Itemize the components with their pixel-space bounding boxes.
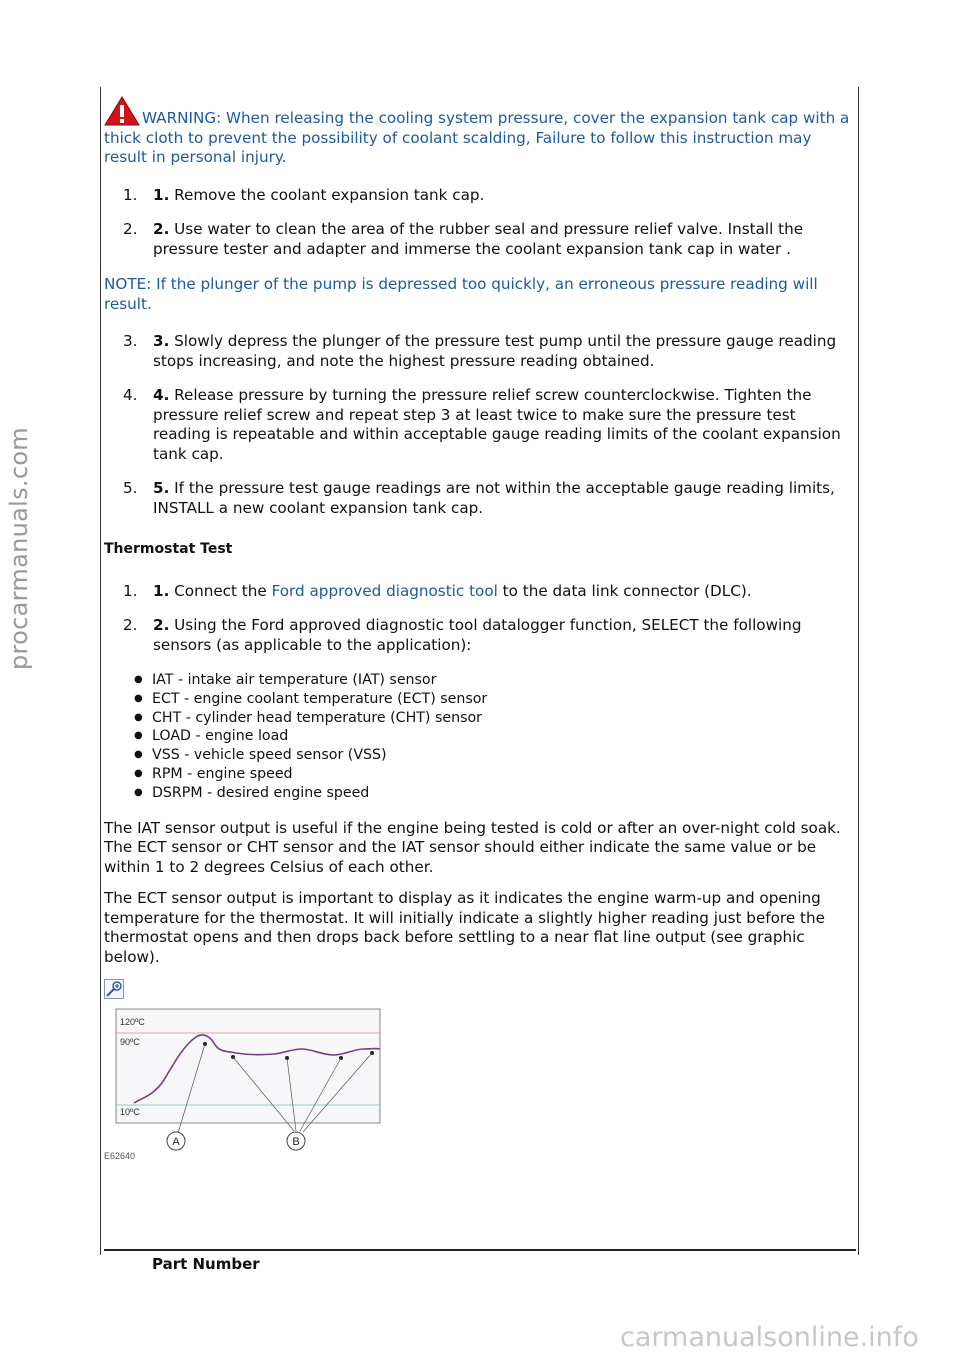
step-1 [104,186,854,206]
warning-paragraph [104,96,854,168]
sensor-list [104,671,854,803]
list-item: ● VSS - vehicle speed sensor (VSS) [134,746,854,765]
callout-a: A [172,1136,180,1149]
figure-id: E62640 [104,1151,136,1162]
diagnostic-tool-link[interactable]: Ford approved diagnostic tool [271,581,498,600]
step-text: Use water to clean the area of the rubber seal and pressure relief valve. Install the pressure tester and adapter and immerse the coolant expansion tank cap in water . [153,220,804,258]
step-number: 3. [123,332,138,350]
side-watermark: procarmanuals.com [5,427,33,670]
ect-paragraph: The ECT sensor output is important to display as it indicates the engine warm-up and opening temperature for the thermostat. It will initially indicate a slightly higher reading just before the thermostat opens and then drops back before settling to a near flat line output (see graphic below). [104,889,825,966]
step-5 [104,479,854,518]
label-120: 120ºC [120,1017,145,1028]
zoom-icon[interactable] [104,979,124,999]
step-text: Slowly depress the plunger of the pressure test pump until the pressure gauge reading stops increasing, and note the highest pressure reading obtained. [153,332,837,370]
part-number-header: Part Number [152,1255,260,1273]
warning-triangle-icon [104,96,140,126]
label-10: 10ºC [120,1107,140,1118]
step-text: Using the Ford approved diagnostic tool datalogger function, SELECT the following sensors (as applicable to the application): [153,616,802,654]
footer-watermark: carmanualsonline.info [620,1322,919,1353]
note-paragraph: NOTE: If the plunger of the pump is depressed too quickly, an erroneous pressure reading will result. [104,275,818,313]
left-margin-rule [100,87,101,1255]
step-number: 1. [123,185,138,204]
cap-test-steps-b [104,332,854,518]
thermostat-graph-figure [104,1005,394,1185]
step-number: 2. [123,220,138,238]
list-item: ● ECT - engine coolant temperature (ECT) sensor [134,690,854,709]
thermostat-step-1 [104,582,854,602]
cap-test-steps-a [104,186,854,260]
list-item: ● DSRPM - desired engine speed [134,784,854,803]
graph-frame [116,1009,380,1123]
step-label: 4. [153,386,170,404]
iat-paragraph: The IAT sensor output is useful if the engine being tested is cold or after an over-night cold soak. The ECT sensor or CHT sensor and the IAT sensor should either indicate the same value or be within 1 to 2 degrees Celsius of each other. [104,818,841,876]
step-2 [104,220,854,259]
warning-text: WARNING: When releasing the cooling system pressure, cover the expansion tank cap with a thick cloth to prevent the possibility of coolant scalding, Failure to follow this instruction may result in personal injury. [104,109,850,166]
thermostat-step-2 [104,616,854,655]
step-label: 2. [153,220,170,238]
step-label: 1. [153,185,170,204]
step-number: 5. [123,479,138,497]
list-item: ● RPM - engine speed [134,765,854,784]
step-text-post: to the data link connector (DLC). [502,581,752,600]
step-label: 1. [153,581,170,600]
thermostat-test-heading: Thermostat Test [104,541,233,557]
list-item: ● CHT - cylinder head temperature (CHT) sensor [134,709,854,728]
list-item: ● IAT - intake air temperature (IAT) sensor [134,671,854,690]
step-text: If the pressure test gauge readings are not within the acceptable gauge reading limits, INSTALL a new coolant expansion tank cap. [153,479,835,517]
step-label: 5. [153,479,170,497]
step-text-pre: Connect the [174,581,267,600]
label-90: 90ºC [120,1037,140,1048]
step-3 [104,332,854,371]
step-number: 1. [123,581,138,600]
table-header-rule [104,1249,856,1251]
step-number: 2. [123,616,138,634]
step-text: Release pressure by turning the pressure relief screw counterclockwise. Tighten the pressure relief screw and repeat step 3 at least twice to make sure the pressure test reading is repeatable and within acceptable gauge reading limits of the coolant expansion tank cap. [153,386,841,463]
step-label: 3. [153,332,170,350]
step-4 [104,386,854,464]
step-label: 2. [153,616,170,634]
right-margin-rule [858,87,859,1255]
step-number: 4. [123,386,138,404]
callout-b: B [292,1136,300,1149]
document-body [104,96,854,1191]
thermostat-steps [104,582,854,656]
step-text: Remove the coolant expansion tank cap. [174,185,485,204]
list-item: ● LOAD - engine load [134,727,854,746]
